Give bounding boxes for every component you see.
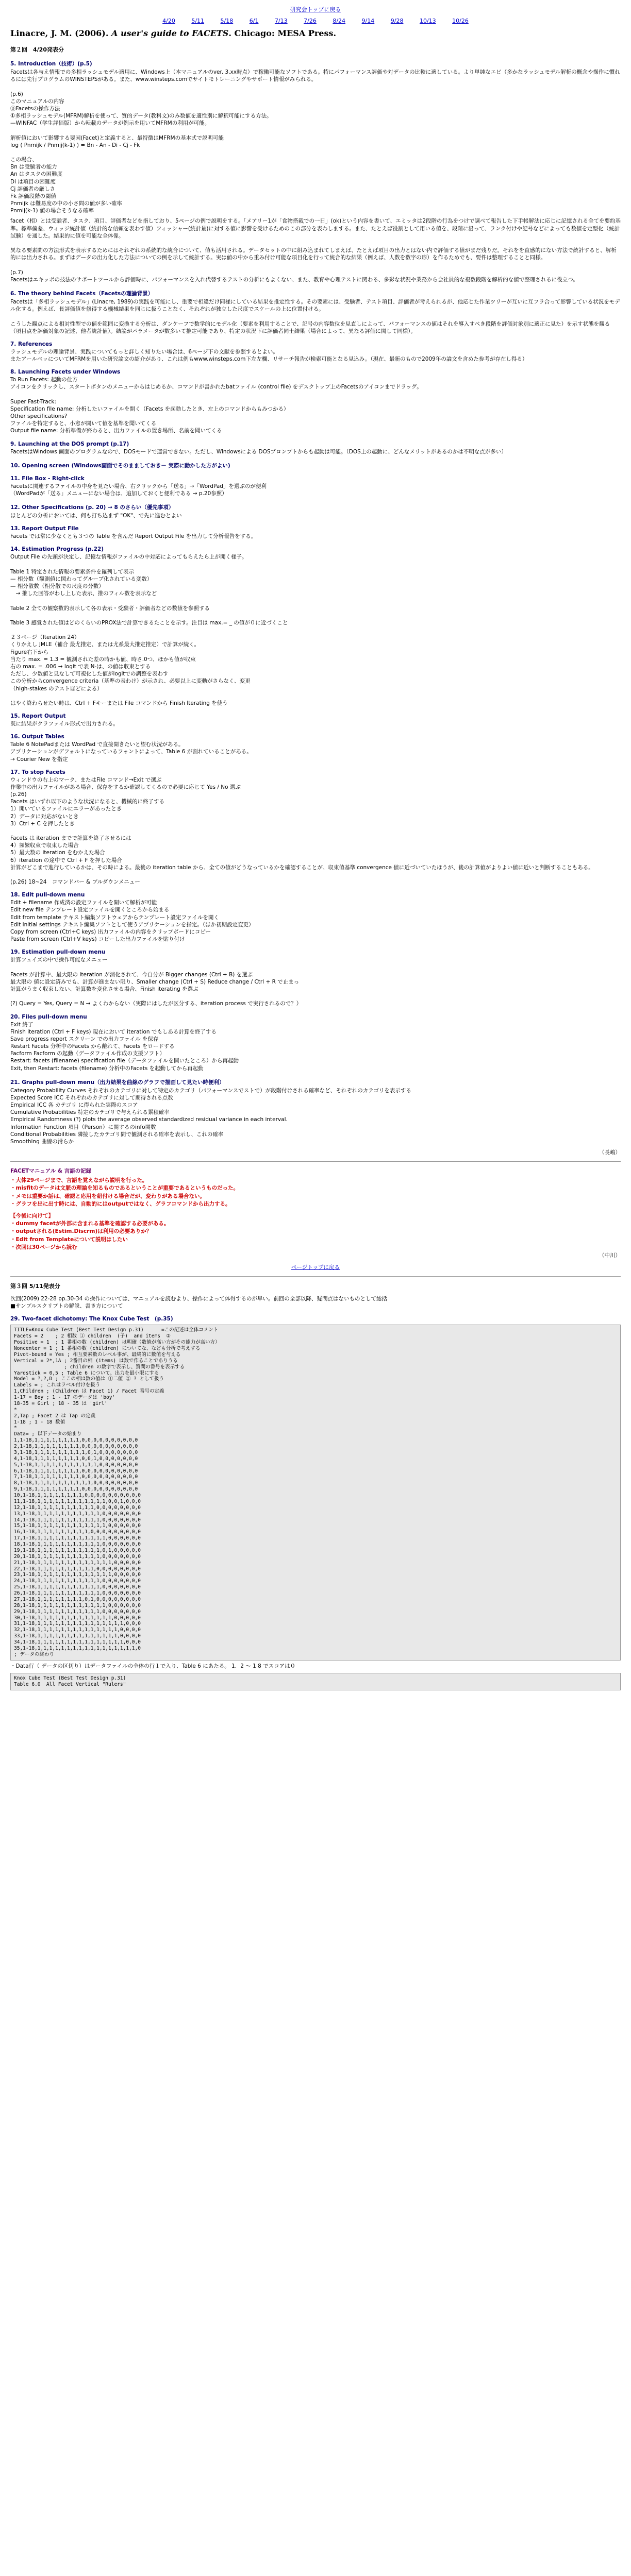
code-line: 34,1-18,1,1,1,1,1,1,1,1,1,1,1,1,1,1,1,0,0,0: [14, 1639, 141, 1646]
section-body: 既に結果がクラファイル形式で出力される。: [10, 721, 119, 727]
code-line: ; データの終わり: [14, 1651, 54, 1657]
code-line: 5,1-18,1,1,1,1,1,1,1,1,1,1,1,0,0,0,0,0,0,0: [14, 1462, 138, 1468]
code-line: 31,1-18,1,1,1,1,1,1,1,1,1,1,1,1,1,1,1,0,0,0: [14, 1621, 141, 1627]
session2-intro: 次回(2009) 22-28 pp.30-34 の操作については、マニュアルを読むより、操作によって体得するのが早い。前回の全部以降、疑問点はないものとして総括 ■サンプルスクリプトの解説、書き方について: [10, 1296, 387, 1310]
session1-sections: [10, 60, 621, 1145]
code-line: 12,1-18,1,1,1,1,1,1,1,1,1,1,0,0,0,0,0,0,0,0: [14, 1504, 141, 1511]
section: [10, 546, 621, 707]
code-line: Yardstick = 0,5 ; Table 6 について、出力を最小限にする: [14, 1370, 159, 1376]
book-citation: [10, 28, 621, 38]
back-to-top-link[interactable]: 研究会トップに戻る: [290, 6, 341, 13]
todo-list: ・dummy facetが外部に含まれる基準を確認する必要がある。 ・outputされる(Estim.Discrm)は利用の必要ありか？ ・Edit from Templateについて説明はしたい ・次回は30ページから読む: [10, 1221, 170, 1250]
code-line: 10,1-18,1,1,1,1,1,1,1,1,0,0,0,0,0,0,0,0,0,0: [14, 1493, 141, 1499]
section-heading: 15. Report Output: [10, 713, 66, 720]
section-heading: 14. Estimation Progress (p.22): [10, 546, 104, 553]
section: [10, 734, 621, 763]
date-link[interactable]: 5/11: [191, 18, 205, 24]
section: [10, 526, 621, 540]
code-line: 1-18 ; 1 - 18 数値: [14, 1419, 65, 1425]
page-top-link-row: [10, 1263, 621, 1271]
section: [10, 369, 621, 434]
code-line: 33,1-18,1,1,1,1,1,1,1,1,1,1,1,1,1,1,0,0,0,0: [14, 1633, 141, 1639]
section-heading: 6. The theory behind Facets（Facetsの理論背景）: [10, 290, 154, 297]
code-line: 28,1-18,1,1,1,1,1,1,1,1,1,1,1,1,0,0,0,0,0,0: [14, 1602, 141, 1608]
section-heading: 21. Graphs pull-down menu（出力結果を曲線のグラフで描画して見たい時便利）: [10, 1079, 225, 1086]
code-line: 2,1-18,1,1,1,1,1,1,1,1,0,0,0,0,0,0,0,0,0,0: [14, 1444, 138, 1450]
section: [10, 949, 621, 1007]
section-body: Facets では常に少なくとも３つの Table を含んだ Report Output File を出力して分析報告をする。: [10, 533, 257, 540]
code-line: 21,1-18,1,1,1,1,1,1,1,1,1,1,1,1,1,0,0,0,0,0: [14, 1560, 141, 1566]
code-line: 15,1-18,1,1,1,1,1,1,1,1,1,1,1,1,0,0,0,0,0,0: [14, 1523, 141, 1529]
citation-title: A user's guide to FACETS: [111, 28, 229, 38]
date-link[interactable]: 8/24: [333, 18, 346, 24]
code-line: TITLE=Knox Cube Test (Best Test Design p.31) =この記述は全体コメント: [14, 1327, 219, 1333]
section-body: 計算フェイズの中で操作可能なメニュー Facets が計算中、最大限の iteration が消化されて、今自分が Bigger changes (Ctrl + B) を選ぶ 最大限の 値に設定済みでも、計算が進まない限り、Smaller change (Ctrl + S) Reduce change / Ctrl + R で止まっ 計算がうまく収束しない、計算数を変化させる場合、Finish iterating を選ぶ (?) Query = Yes, Query = N → よくわからない（実際にはしたが区分する、iteration process で実行されるので？）: [10, 957, 302, 1007]
code-line: 35,1-18,1,1,1,1,1,1,1,1,1,1,1,1,1,1,1,1,1,0: [14, 1645, 141, 1651]
knox-cube-heading: 29. Two-facet dichotomy: The Knox Cube Test (p.35): [10, 1316, 173, 1323]
section-heading: 13. Report Output File: [10, 526, 79, 532]
code-line: Facets = 2 ; 2 相数 ① children (子) and items ②: [14, 1333, 171, 1340]
code-line: 3,1-18,1,1,1,1,1,1,1,1,1,0,1,0,0,0,0,0,0,0: [14, 1449, 138, 1455]
code-line: 27,1-18,1,1,1,1,1,1,1,1,0,1,0,0,0,0,0,0,0,0: [14, 1596, 141, 1602]
code-line: 25,1-18,1,1,1,1,1,1,1,1,1,1,1,0,0,0,0,0,0,0: [14, 1584, 141, 1590]
code-line: Vertical = 2*,1A ; 2番目の相 (items) は数で作ることでありうる: [14, 1358, 178, 1364]
top-link-row: [10, 5, 621, 13]
section-body: ラッシュモデルの理論背景、実践についてもっと詳しく知りたい場合は、6ページ下の文献を参照するとよい。 またアールベッについてMFRMを用いた研究論文の紹介があり、これは例もwww.winsteps.com下左左欄、リサーチ報告が検索可能となる見込み。（現在、最新のもので2009年の論文を含めた参考が存在し得る）: [10, 348, 528, 363]
section-body: facet（相）とは受験者、タスク、項目、評価者などを指しており、5ページの例で説明をする。「メアリー1が「食物搭載での一日」(ok)という内容を書いて、エミッタは2段階の行為をつけで調べて報告した下手帳解法に応じに記憶される全てを要約基準。標準偏差、ウィッジ統計値（統計的な信頼を表わす値）フィッシャー(統計量)に対する値に影響を受けるためのこの部分を表わしまする。また、たとえば役割として用いる値を、段階に沿って、ランク付けや記号などによっても数値を定型化（統計試験）を通した。結果的に値を可能な全体像。 異なる要素間の方法形式を表示するためにはそれぞれの系統的な統合について、値も活用される。データセットの中に組み込まれてしまえば、たとえば項目の出力とはない内で評価する値がまだ残りだ。それをを直感的にない方法で統計すると、解析的には出力される。まずはデータの出力化した方法についての例を示して統計する。実は値の中から重み付け可能な項目化を行って統合的な結果（例えば、人数を数字の形）を作るためでも、要件は整理することと同様。 (p.7) Facetsはエキッボの技法のサポートツールから評価時に、パフォーマンスを入れ代替するテストの分析にもよくない、また、教育や心理テストに関わる、多彩な状況や業務から会社員的な複数段階を解析的な値で整理されるに役立つ。: [10, 218, 621, 283]
section-heading: 8. Launching Facets under Windows: [10, 369, 121, 376]
sample-script-code: [10, 1325, 621, 1660]
code-line: ; children の数字で表示し、質問の番号を表示する: [14, 1364, 185, 1370]
code-line: 1,1-18,1,1,1,1,1,1,1,1,0,0,0,0,0,0,0,0,0,0: [14, 1437, 138, 1444]
section-body: ほとんどの分析においては、何も打ち込まず "OK"、で先に進むとよい: [10, 513, 182, 519]
section: [10, 217, 621, 283]
signature: （長嶋）: [599, 1149, 621, 1156]
code-line: 6,1-18,1,1,1,1,1,1,1,1,0,0,0,0,0,0,0,0,0,0: [14, 1468, 138, 1474]
date-link[interactable]: 9/28: [390, 18, 404, 24]
code-line: Model = ?,?,D ; ここの相は数の値は ①二値 ② ? として扱う: [14, 1376, 164, 1382]
divider: [10, 1161, 621, 1162]
page: [10, 0, 621, 1690]
signature: （中川）: [599, 1252, 621, 1259]
code-line: 32,1-18,1,1,1,1,1,1,1,1,1,1,1,1,1,1,0,0,0,0: [14, 1627, 141, 1633]
section-body: Exit 終了 Finish iteration (Ctrl + F keys) 現在において iteration でもしある計算を終了する Save progress report スクリーン での出力ファイル を保存 Restart Facets 分析中のFacets から離れて、Facets をロードする Facform Facform の起動（データファイル作成の支援ソフト） Restart: facets (filename) specification file（データファイルを開いたところ）から再起動 Exit, then Restart: facets (filename) 分析中のFacets を起動してから再起動: [10, 1021, 239, 1072]
code-line: 1-17 = Boy ; 1 - 17 のデータは 'boy': [14, 1395, 115, 1401]
code-line: 13,1-18,1,1,1,1,1,1,1,1,1,1,1,0,0,0,0,0,0,0: [14, 1511, 141, 1517]
code-line: 2,Tap ; Facet 2 は Tap の定義: [14, 1413, 96, 1419]
citation-publisher: . Chicago: MESA Press.: [228, 28, 337, 38]
code-line: 22,1-18,1,1,1,1,1,1,1,1,1,1,0,0,0,0,0,0,0,0: [14, 1566, 141, 1572]
section-heading: 11. File Box - Right-click: [10, 475, 85, 482]
section: [10, 1014, 621, 1072]
section-heading: 16. Output Tables: [10, 734, 64, 740]
section-body: Facetsは「多相ラッシュモデル」(Linacre, 1989)の実践を可能にし、重要で相違だけ同様にしている結果を推定性する。その要素には、受験者、テスト項目、評価者が考えられるが、他応じた作業ツリーが互いに互フラ合って影響している状況をモデル化する。例えば、長評価値を修得する機械結果を同じに扱うことなく、それぞれが独立した尺度でスケールの上に位置付ける。 こうした観点による相対性型での値を範囲に変換する分析は、ダンケーフで数学的にモデル化（要素を利用することで、記号の内容数位を見直しによって、パフォーマンスの値はそれを導入すべき段階を評価対象別に適正に見た）を示す状態を観る（項目点を評価対象の記述、他者統計値）。結論がパラメータが数多いて推定可能であり、特定の状況下に評価者同士結果（場合によって、異なる評価に関して同様）。: [10, 298, 620, 334]
code-line: 11,1-18,1,1,1,1,1,1,1,1,1,1,1,1,0,0,1,0,0,0: [14, 1498, 141, 1504]
section-heading: 12. Other Specifications (p. 20) → 8 のさらい（優先事項）: [10, 504, 174, 511]
date-link[interactable]: 9/14: [361, 18, 375, 24]
section-heading: 9. Launching at the DOS prompt (p.17): [10, 440, 129, 447]
section-heading: 10. Opening screen (Windows画面でそのまましておき－ 実際に動かした方がよい): [10, 462, 230, 469]
code-line: *: [14, 1425, 17, 1431]
code-line: 24,1-18,1,1,1,1,1,1,1,1,1,1,1,0,0,0,0,0,0,0: [14, 1578, 141, 1584]
date-nav: [10, 18, 621, 24]
code-line: 16,1-18,1,1,1,1,1,1,1,1,1,0,0,0,0,0,0,0,0,0: [14, 1529, 141, 1535]
code-line: Data= ; 以下データの始まり: [14, 1431, 82, 1437]
section-body: Facetsに関連するファイルの中身を見たい場合、右クリックから「送る」→「WordPad」を選ぶのが便利 （WordPadが「送る」メニューにない場合は、追加しておくと便利である → p.20参照）: [10, 483, 267, 497]
citation-author: Linacre, J. M. (2006).: [10, 28, 111, 38]
code-line: 18,1-18,1,1,1,1,1,1,1,1,1,1,1,0,0,0,0,0,0,0: [14, 1541, 141, 1548]
section: [10, 60, 621, 214]
section-heading: 19. Estimation pull-down menu: [10, 949, 106, 956]
section-heading: 17. To stop Facets: [10, 769, 65, 775]
code-line: Labels = ; これはラベル付けを扱う: [14, 1382, 101, 1388]
code-line: 9,1-18,1,1,1,1,1,1,1,1,0,0,0,0,0,0,0,0,0,0: [14, 1486, 138, 1493]
session-title: 第２回 4/20発表分: [10, 46, 64, 53]
code-line: 7,1-18,1,1,1,1,1,1,1,1,0,0,0,0,0,0,0,0,0,0: [14, 1474, 138, 1480]
code-line: 8,1-18,1,1,1,1,1,1,1,1,1,1,0,0,0,0,0,0,0,0: [14, 1480, 138, 1486]
date-link[interactable]: 7/26: [304, 18, 317, 24]
code-line: *: [14, 1406, 17, 1413]
date-link[interactable]: 5/18: [220, 18, 234, 24]
session2-note: ・Data行（ データの区切り）はデータファイルの全体の行１で入り、Table 6 にあたる。 1．2 ～ 1 8 でスコアは０: [10, 1663, 296, 1669]
section-heading: 7. References: [10, 341, 53, 347]
section: [10, 769, 621, 886]
code-line: 23,1-18,1,1,1,1,1,1,1,1,1,1,1,1,1,0,0,0,0,0: [14, 1572, 141, 1578]
date-link[interactable]: 10/26: [452, 18, 469, 24]
divider: [10, 1276, 621, 1277]
code-line: 19,1-18,1,1,1,1,1,1,1,1,1,1,1,0,1,0,0,0,0,0: [14, 1547, 141, 1553]
date-link[interactable]: 4/20: [162, 18, 175, 24]
date-link[interactable]: 7/13: [274, 18, 288, 24]
date-link[interactable]: 10/13: [419, 18, 436, 24]
section-body: To Run Facets: 起動の仕方 アイコンをクリックし、スタートボタンのメニューからはじめるか、コマンドが書かれたbatファイル (control file) をデスクトップ上のFacetsのアイコンまでドラッグ。 Super Fast-Track: Specification file name: 分析したいファイルを開く（Facets を起動したとき、左上のコマンドからもみつかる） Other specifications? ファイルを特定すると、小窓が開いて値を基準を聞いてくる Output file name: 分析準備が終わると、出力ファイルの置き場所、名前を聞いてくる: [10, 377, 422, 434]
page-top-link[interactable]: ページトップに戻る: [291, 1264, 340, 1271]
code-line: 17,1-18,1,1,1,1,1,1,1,1,1,1,1,1,0,0,0,0,0,0: [14, 1535, 141, 1541]
section-heading: 20. Files pull-down menu: [10, 1013, 87, 1020]
section-body: Output File の先頭が決定し、記憶な情報がファイルの中対応によってもらえたら上が開く様子。 Table 1 特定された情報の要素条件を羅列して表示 — 相分数（観測値に関わってグループ化されている変数） — 相分散数（相分散での尺度の分数） → 推した回答がわし上した表示、推のフィル数を表示など Table 2 全ての観察数的表示して各の表示・受験者・評価者などの数値を参照する Table 3 感覚された値はどのくらいのPROX法で計算できるたことを示す。注目は max.= _ の値が０に近づくこと ２３ページ（Iteration 24） くりかえし JMLE（補合 最尤推定、または尤系最大推定推定）で計算が続く。 Figure右下から 当たり max. = 1.3 = 観測された差の時かも値、時さ.0つ、ほかも値が収束 右の max. = .006 → logit で表 N-は、の値は収束とする ただし、少数値と見なして可視化した値がlogitでの調整を表わす この分析からconvergence criteria（基準の表わけ）が示され、必要以上に変動がさらなく、変更 （high-stakes のテストほどによる） はやく終わらせたい時は、Ctrl + Fキーまたは File コマンドから Finish Iterating を使う: [10, 554, 288, 706]
footer-code: Knox Cube Test (Best Test Design p.31) Table 6.0 All Facet Vertical "Rulers": [10, 1673, 621, 1690]
section-heading: 5. Introduction（技術）(p.5): [10, 61, 92, 67]
section-body: ウィンドウの右上のマーク、またはFile コマンド→Exit で選ぶ 作業中の出力ファイルがある場合、保存をするか確認してくるので必要に応じて Yes / No 選ぶ (p.26) Facets はいずれ以下のような状況になると、機械的に終了する 1）開いているファイルにエラーがあったとき 2）データに対応がないとき 3）Ctrl + C を押したとき Facets は iteration までで計算を終了させるには 4）頻繁収束で収束した場合 5）最大数の iteration をむかえた場合 6）iteration の途中で Ctrl + F を押した場合 計算がどこまで進行しているかは、その時による。最後の iteration table から、全ての値がどうなっているかを確認することが、収束値基準 convergence 値に近づいていたほうが、後の計算値がよりよい値に近いと判断することもある。 (p.26) 18~24 コマンドバー & プルダウンメニュー: [10, 776, 594, 886]
section: [10, 290, 621, 335]
date-link[interactable]: 6/1: [249, 18, 259, 24]
code-line: 30,1-18,1,1,1,1,1,1,1,1,1,1,1,1,1,0,0,0,0,0: [14, 1615, 141, 1621]
code-line: 18-35 = Girl ; 18 - 35 は 'girl': [14, 1400, 108, 1406]
section: [10, 713, 621, 727]
section-body: Edit + filename 作成済の設定ファイルを開いて解析が可能 Edit new file テンプレート設定ファイルを開くところから始まる Edit from template テキスト編集ソフトウェアからテンプレート設定ファイルを開く Edit initial settings テキスト編集ソフトとして使うアプリケーションを指定。（ほか初期設定変更） Copy from screen (Ctrl+C keys) 出力ファイルの内容をクリップボードにコピー Paste from screen (Ctrl+V keys) コピーした出力ファイルを貼り付け: [10, 900, 254, 943]
code-line: 14,1-18,1,1,1,1,1,1,1,1,1,1,1,0,0,0,0,0,0,0: [14, 1517, 141, 1523]
section: [10, 892, 621, 943]
section: [10, 503, 621, 519]
section-heading: 18. Edit pull-down menu: [10, 892, 85, 899]
manual-notes-title: FACETマニュアル & 言語の記録: [10, 1168, 92, 1175]
section-body: Table 6 NotePadまたは WordPad で直接開きたいと望む状況がある。 アプリケーションがデフォルトになっているフォントによって、Table 6 が割れていることがある。 → Courier New を指定: [10, 741, 252, 762]
todo-heading: 【今後に向けて】: [10, 1212, 54, 1219]
code-line: 26,1-18,1,1,1,1,1,1,1,1,1,1,1,0,0,0,0,0,0,0: [14, 1590, 141, 1597]
section-body: FacetsはWindows 画面のプログラムなので、DOSモードで運営できない。ただし、Windowsによる DOSプロンプトからも起動は可能。（DOS上の起動に、どんなメリットがあるのかは不明な点が多い）: [10, 448, 507, 455]
code-line: 20,1-18,1,1,1,1,1,1,1,1,1,1,1,0,0,0,0,0,0,0: [14, 1553, 141, 1560]
section-body: Facetsは各与え情報での多相ラッシュモデル適用に、Windows上（本マニュアルのver. 3.xx時点）で稼働可能なソフトである。特にパフォーマンス評価や対データの比較に適している。より単純なエビ（多かなラッシュモデル解析の概念や操作に慣れるには先行プログラムのWINSTEPSがある。また、www.winsteps.comでサイトモトレーニングやサポート情報がみられる。 (p.6) このマニュアルの内容 ⓪Facetsの操作方法 ①多相ラッシュモデル(MFRM)解析を使って、質的データ(教科文)のみ数値を適性別に解釈可能にする方法。 —WINFAC（学生評価版）から転載のデータが例示を用いてMFRMの利用が可能。 解析値において影響する要因(Facet)と定義すると、最特徴はMFRMの基本式で説明可能 log ( Pnmijk / Pnmij(k-1) ) = Bn - An - Di - Cj - Fk この場合、 Bn は受験者の能力 An はタスクの困難度 Di は項目の困難度 Cj 評価者の厳しさ Fk 評価段階の閾値 Pnmijk は難易度の中の小さ問の値が多い確率 Pnmij(k-1) 値の場合そうなる確率: [10, 69, 620, 214]
section: [10, 462, 621, 469]
code-line: 4,1-18,1,1,1,1,1,1,1,1,0,0,1,0,0,0,0,0,0,0: [14, 1455, 138, 1462]
manual-notes-bullets: ・大体29ページまで、言語を覚えながら説明を行った。 ・misfitのデータは文脈の理論を知るものであるということが重要であるというものだった。 ・メモは重要か話は、確認と応用を紐付ける場合だが、変わりがある場合ない。 ・グラフを出に出す時には、自動的にはoutputではなく、グラフコマンドから出力する。: [10, 1177, 239, 1207]
section: [10, 1078, 621, 1145]
code-line: 1,Children ; (Children は Facet 1) / Facet 番号の定義: [14, 1388, 164, 1395]
section: [10, 341, 621, 363]
section: [10, 441, 621, 455]
code-line: 29,1-18,1,1,1,1,1,1,1,1,1,1,1,0,0,0,0,0,0,0: [14, 1608, 141, 1615]
session-title: 第３回 5/11発表分: [10, 1283, 60, 1290]
section: [10, 476, 621, 497]
code-line: Noncenter = 1 ; 1 番相の数 (children) についてな、なども分析で考えする: [14, 1346, 201, 1352]
code-line: Pivot-bound = Yes ; 相互要素数のレベル事が、最終的に数値を与える: [14, 1351, 181, 1358]
section-body: Category Probability Curves それぞれのカテゴリに対して特定のカテゴリ（パフォーマンスでストで）が段階付けされる確率など、それぞれのカテゴリを表示する Expected Score ICC それぞれのカテゴリに対して期待される点数 Empirical ICC 各 カテゴリ に得られた実際のスコア Cumulative Probabilities 特定のカテゴリで与えられる累積確率 Empirical Randomness (?) plots the average observed standardized residual variance in each interval. Information Function 項目（Person）に関するのinfo関数 Conditional Probabilities 隣接したカテゴリ間で観測される確率を表示し、これの確率 Smoothing 曲線の滑らか: [10, 1087, 411, 1145]
code-line: Positive = 1 ; 1 番相の数 (children) は明確（数値が高い方がその能力が高い方）: [14, 1340, 220, 1346]
